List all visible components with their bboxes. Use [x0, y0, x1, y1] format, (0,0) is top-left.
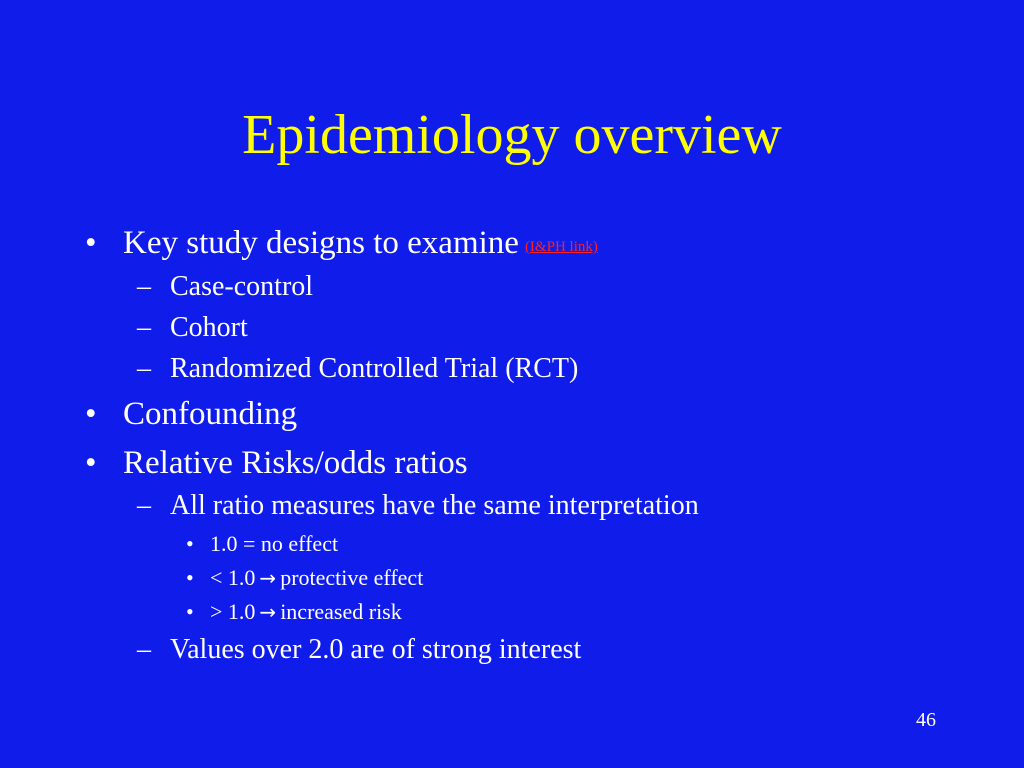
bullet-relative-risks — [85, 443, 468, 483]
sub-sub-item-increased — [186, 598, 402, 626]
bullet-marker: • — [186, 599, 194, 624]
sub-sub-item-prefix: < 1.0 — [210, 565, 256, 590]
sub-sub-item-text: 1.0 = no effect — [210, 531, 339, 556]
page-number: 46 — [916, 709, 936, 731]
sub-item-text: Randomized Controlled Trial (RCT) — [170, 353, 579, 384]
dash-marker: – — [137, 634, 151, 665]
sub-item-text: Case-control — [170, 271, 314, 302]
sub-item-ratio-interpretation — [137, 489, 699, 523]
sub-sub-item-protective — [186, 564, 423, 592]
bullet-marker: • — [186, 531, 194, 556]
sub-sub-item-prefix: > 1.0 — [210, 599, 256, 624]
bullet-marker: • — [85, 445, 97, 481]
sub-item-cohort — [137, 311, 248, 345]
bullet-marker: • — [85, 396, 97, 432]
bullet-text: Confounding — [123, 396, 298, 432]
dash-marker: – — [137, 490, 151, 521]
sub-sub-item-suffix: protective effect — [280, 565, 424, 590]
dash-marker: – — [137, 312, 151, 343]
bullet-marker: • — [186, 565, 194, 590]
dash-marker: – — [137, 271, 151, 302]
bullet-confounding — [85, 394, 297, 434]
sub-sub-item-suffix: increased risk — [280, 599, 402, 624]
bullet-text: Relative Risks/odds ratios — [123, 445, 468, 481]
right-arrow-icon: → — [259, 600, 277, 624]
sub-sub-item-no-effect — [186, 530, 338, 558]
slide-title: Epidemiology overview — [242, 104, 782, 166]
sub-item-text: All ratio measures have the same interpretation — [170, 490, 699, 521]
sub-item-strong-interest — [137, 633, 581, 667]
bullet-study-designs — [85, 223, 598, 269]
sub-item-text: Values over 2.0 are of strong interest — [170, 634, 582, 665]
dash-marker: – — [137, 353, 151, 384]
sub-item-text: Cohort — [170, 312, 248, 343]
bullet-marker: • — [85, 225, 97, 261]
bullet-text: Key study designs to examine — [123, 225, 519, 261]
right-arrow-icon: → — [259, 566, 277, 590]
sub-item-case-control — [137, 270, 313, 304]
sub-item-rct — [137, 352, 578, 386]
iph-link[interactable]: (I&PH link) — [524, 239, 598, 255]
